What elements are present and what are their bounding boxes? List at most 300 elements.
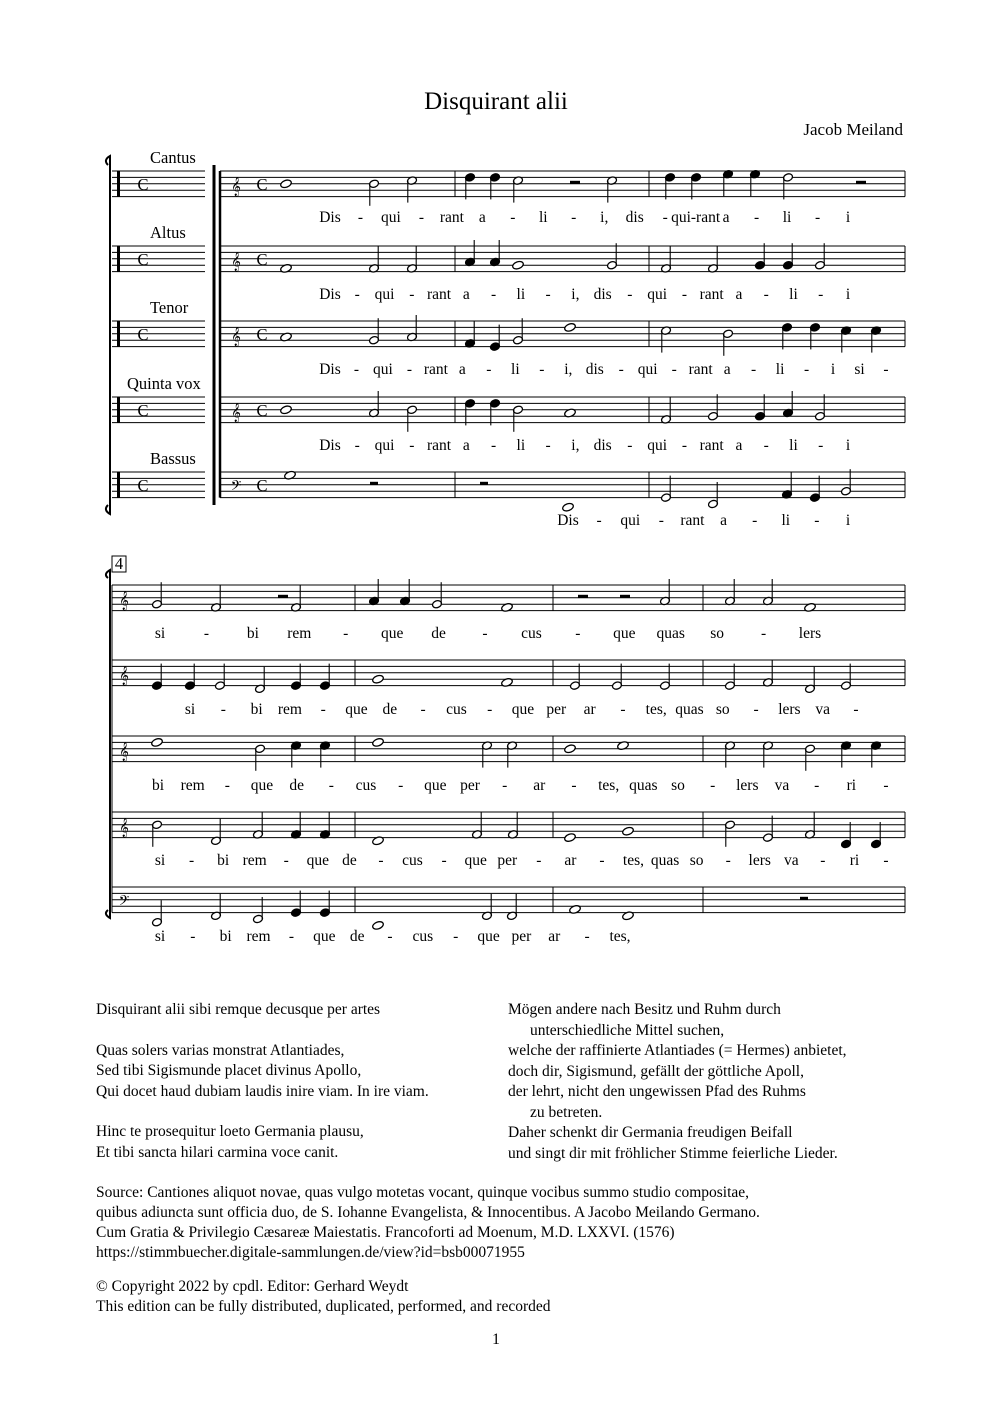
lyric-syllable: ar (533, 777, 546, 794)
lyric-syllable: ri (849, 852, 860, 869)
lyric-syllable: - (814, 512, 820, 529)
notehead (564, 833, 577, 843)
time-signature-c-icon: C (137, 401, 149, 421)
treble-clef-icon: 𝄞 (231, 251, 241, 271)
quarter-note (755, 394, 766, 421)
lyric-syllable: a (720, 512, 728, 529)
lyric-syllable: que (306, 852, 330, 869)
lyric-syllable: - (818, 286, 824, 303)
notehead (564, 744, 577, 754)
lyric-syllable: - (803, 361, 810, 378)
half-rest (578, 595, 588, 598)
lyric-syllable: - (818, 437, 824, 454)
copyright-line: © Copyright 2022 by cpdl. Editor: Gerhard Weydt (96, 1278, 409, 1295)
lyric-syllable: - (820, 852, 826, 869)
lyric-syllable: ar (548, 928, 561, 945)
notehead (562, 502, 575, 512)
treble-clef-icon: 𝄞 (119, 817, 129, 837)
german-line: zu betreten. (530, 1103, 603, 1121)
quarter-note (291, 664, 302, 691)
whole-note (372, 920, 385, 930)
german-line: Mögen andere nach Besitz und Ruhm durch (508, 1001, 781, 1018)
lyric-syllable: a (735, 437, 743, 454)
half-note (513, 176, 524, 203)
lyric-syllable: - (725, 852, 731, 869)
lyric-syllable: - (658, 512, 664, 529)
lyric-syllable: so (710, 625, 725, 642)
lyric-syllable: - (409, 286, 415, 303)
german-line: Daher schenkt dir Germania freudigen Beifall (508, 1124, 793, 1141)
lyric-syllable: - (763, 437, 769, 454)
whole-note (564, 744, 577, 754)
lyric-syllable: si (154, 625, 166, 642)
lyric-syllable: Dis (557, 512, 579, 529)
lyric-syllable: si (184, 701, 196, 718)
quarter-note (841, 741, 852, 768)
lyric-syllable: que (464, 852, 487, 869)
lyric-syllable: ar (564, 852, 577, 869)
quarter-note (465, 321, 476, 348)
lyric-syllable: - (752, 512, 758, 529)
lyric-syllable: qui (647, 437, 668, 454)
half-note (215, 664, 226, 691)
half-note (661, 246, 672, 273)
lyric-syllable: i, (564, 361, 573, 378)
latin-line: Hinc te prosequitur loeto Germania plausu, (96, 1123, 364, 1140)
clef-c-mark (117, 397, 120, 423)
time-signature-c-icon: C (256, 175, 268, 195)
half-note (661, 397, 672, 424)
source-line: Cum Gratia & Privilegio Cæsareæ Maiestatis. Francoforti ad Moenum, M.D. LXXVI. (1576) (96, 1224, 675, 1241)
lyric-syllable: tes, (598, 777, 620, 794)
lyric-syllable: - (418, 209, 424, 226)
lyric-syllable: i (845, 209, 851, 226)
lyric-syllable: qui (374, 286, 395, 303)
lyric-syllable: - (814, 209, 821, 226)
lyric-syllable: que (477, 928, 500, 945)
lyric-syllable: bi (151, 777, 165, 794)
lyric-syllable: tes, (645, 701, 667, 718)
incipit-brace (106, 156, 110, 514)
german-line: welche der raffinierte Atlantiades (= Hermes) anbietet, (508, 1042, 847, 1059)
lyric-syllable: i (830, 361, 836, 378)
lyric-syllable: rem (246, 928, 271, 945)
lyric-syllable: que (613, 625, 636, 642)
lyric-syllable: Dis (319, 361, 341, 378)
lyric-syllable: - (545, 437, 551, 454)
quarter-note (320, 812, 331, 839)
half-note (407, 246, 418, 273)
lyric-syllable: que (313, 928, 336, 945)
lyric-syllable: - (710, 777, 716, 794)
lyric-syllable: - (343, 625, 349, 642)
lyric-syllable: rant (439, 209, 464, 226)
whole-note (280, 179, 293, 189)
whole-note (562, 502, 575, 512)
quarter-note (465, 399, 476, 426)
half-note (783, 173, 794, 200)
lyric-syllable: li (781, 512, 791, 529)
lyric-syllable: qui (381, 209, 401, 226)
half-note (432, 582, 443, 609)
lyric-syllable: li (782, 209, 792, 226)
whole-note (512, 260, 525, 270)
lyric-syllable: - (490, 437, 497, 454)
half-note (211, 585, 222, 612)
voice-name: Bassus (150, 449, 196, 468)
treble-clef-icon: 𝄞 (231, 176, 241, 196)
quarter-note (490, 399, 501, 426)
lyric-syllable: i, (571, 437, 580, 454)
lyric-syllable: - (584, 928, 590, 945)
half-note (725, 664, 736, 691)
half-note (763, 741, 774, 768)
half-note (482, 741, 493, 768)
quarter-note (755, 243, 766, 270)
lyric-syllable: bi (219, 928, 232, 945)
lyric-syllable: - (536, 852, 542, 869)
half-note (152, 582, 163, 609)
lyric-syllable: - (220, 701, 226, 718)
lyric-syllable: - (487, 701, 493, 718)
notehead (151, 737, 164, 747)
composer-name: Jacob Meiland (803, 120, 903, 139)
lyric-syllable: - (545, 286, 551, 303)
lyric-syllable: lers (748, 852, 771, 869)
lyric-syllable: rant (699, 286, 724, 303)
half-note (255, 744, 266, 771)
half-note (482, 894, 493, 921)
lyric-syllable: - (753, 701, 759, 718)
quarter-note (871, 741, 882, 768)
lyric-syllable: a (735, 286, 743, 303)
half-note (763, 579, 774, 606)
lyric-syllable: - (190, 928, 196, 945)
lyric-syllable: quas (675, 701, 704, 718)
time-signature-c-icon: C (137, 250, 149, 270)
lyric-syllable: - (618, 361, 624, 378)
lyric-syllable: - (398, 777, 404, 794)
lyric-syllable: rem (242, 852, 267, 869)
system-brace (106, 570, 110, 918)
lyric-syllable: - (203, 625, 210, 642)
lyric-syllable: dis (593, 286, 612, 303)
lyric-syllable: si (154, 928, 166, 945)
quarter-note (871, 326, 882, 353)
quarter-note (320, 891, 331, 918)
quarter-note (782, 472, 793, 499)
lyric-syllable: si (154, 852, 166, 869)
lyric-syllable: qui-rant (671, 209, 721, 226)
lyric-syllable: - (320, 701, 326, 718)
lyric-syllable: de (431, 625, 446, 642)
half-note (661, 476, 672, 503)
lyric-syllable: - (453, 928, 459, 945)
lyric-syllable: - (406, 361, 413, 378)
lyric-syllable: rant (423, 361, 448, 378)
half-note (369, 179, 380, 206)
lyric-syllable: - (328, 777, 334, 794)
clef-c-mark (117, 472, 120, 498)
half-note (841, 469, 852, 496)
half-note (815, 394, 826, 421)
notehead (372, 737, 385, 747)
quarter-note (841, 326, 852, 353)
lyric-syllable: de (342, 852, 357, 869)
lyric-syllable: - (627, 286, 633, 303)
lyric-syllable: - (883, 777, 889, 794)
lyric-syllable: - (754, 209, 760, 226)
notehead (622, 826, 635, 836)
lyric-syllable: de (349, 928, 365, 945)
time-signature-c-icon: C (137, 175, 149, 195)
quarter-note (490, 240, 501, 267)
half-note (805, 744, 816, 771)
latin-line: Sed tibi Sigismunde placet divinus Apollo, (96, 1062, 362, 1079)
lyric-syllable: - (409, 437, 415, 454)
lyric-syllable: - (378, 852, 384, 869)
half-note (763, 816, 774, 843)
notehead (512, 260, 525, 270)
license-line: This edition can be fully distributed, duplicated, performed, and recorded (96, 1298, 551, 1315)
lyric-syllable: - (596, 512, 602, 529)
quarter-note (152, 664, 163, 691)
lyric-syllable: cus (412, 928, 434, 945)
whole-note (564, 833, 577, 843)
half-note (407, 315, 418, 342)
quarter-note (369, 579, 380, 606)
quarter-note (783, 391, 794, 418)
lyric-syllable: quas (650, 852, 680, 869)
lyric-syllable: - (502, 777, 508, 794)
time-signature-c-icon: C (256, 325, 268, 345)
lyric-syllable: li (775, 361, 785, 378)
quarter-note (465, 240, 476, 267)
whole-note (622, 826, 635, 836)
lyric-syllable: a (462, 437, 470, 454)
lyric-syllable: li (516, 437, 526, 454)
half-rest (620, 595, 630, 598)
lyric-syllable: que (345, 701, 368, 718)
clef-c-mark (117, 321, 120, 347)
quarter-note (810, 476, 821, 503)
half-note (723, 329, 734, 356)
half-note (152, 900, 163, 927)
lyric-syllable: so (671, 777, 685, 794)
notehead (280, 405, 293, 415)
half-note (805, 667, 816, 694)
lyric-syllable: - (354, 437, 360, 454)
lyric-syllable: va (774, 777, 790, 794)
quarter-note (783, 243, 794, 270)
lyric-syllable: que (424, 777, 447, 794)
whole-note (280, 405, 293, 415)
source-url[interactable]: https://stimmbuecher.digitale-sammlungen.de/view?id=bsb00071955 (96, 1244, 525, 1261)
half-note (513, 318, 524, 345)
german-translation (508, 1000, 918, 1164)
quarter-note (185, 664, 196, 691)
notehead (564, 322, 577, 332)
measure-number: 4 (114, 554, 124, 573)
lyric-syllable: - (751, 361, 757, 378)
half-note (152, 820, 163, 847)
lyric-syllable: - (814, 777, 820, 794)
lyric-syllable: cus (521, 625, 542, 642)
lyric-syllable: per (546, 701, 567, 718)
lyric-syllable: i (845, 286, 851, 303)
quarter-note (691, 173, 702, 200)
half-note (660, 664, 671, 691)
lyric-syllable: - (283, 852, 289, 869)
lyric-syllable: per (511, 928, 532, 945)
half-note (815, 243, 826, 270)
lyric-syllable: quas (629, 777, 658, 794)
quarter-note (750, 169, 761, 196)
lyric-syllable: lers (736, 777, 759, 794)
lyric-syllable: rant (426, 437, 452, 454)
time-signature-c-icon: C (137, 476, 149, 496)
quarter-note (291, 741, 302, 768)
german-line: der lehrt, nicht den ungewissen Pfad des Ruhms (508, 1083, 806, 1100)
lyric-syllable: que (511, 701, 535, 718)
half-rest (856, 181, 866, 184)
lyric-syllable: - (188, 852, 195, 869)
lyric-syllable: rem (277, 701, 302, 718)
half-note (661, 326, 672, 353)
voice-name: Altus (150, 223, 186, 242)
half-note (612, 664, 623, 691)
lyric-syllable: - (575, 625, 581, 642)
lyric-syllable: - (288, 928, 295, 945)
clef-c-mark (117, 171, 120, 197)
lyric-syllable: qui (647, 286, 668, 303)
quarter-note (291, 812, 302, 839)
lyric-syllable: - (571, 209, 577, 226)
half-note (708, 394, 719, 421)
page-number: 1 (492, 1331, 500, 1348)
lyric-syllable: - (490, 286, 497, 303)
lyric-syllable: - (763, 286, 769, 303)
half-note (472, 812, 483, 839)
half-note (708, 246, 719, 273)
lyric-syllable: que (380, 625, 404, 642)
time-signature-c-icon: C (256, 401, 268, 421)
half-note (725, 820, 736, 847)
lyric-syllable: rant (688, 361, 713, 378)
lyric-syllable: - (627, 437, 633, 454)
lyric-syllable: - (420, 701, 426, 718)
page-title: Disquirant alii (424, 88, 568, 115)
lyric-syllable: - (671, 361, 677, 378)
half-note (570, 664, 581, 691)
lyric-syllable: ar (583, 701, 596, 718)
lyric-syllable: quas (656, 625, 685, 642)
half-note (407, 405, 418, 432)
half-note (607, 176, 618, 203)
lyric-syllable: qui (374, 437, 395, 454)
whole-note (372, 674, 385, 684)
rest (800, 897, 808, 900)
lyric-syllable: lers (778, 701, 801, 718)
treble-clef-icon: 𝄞 (119, 590, 129, 610)
german-line: unterschiedliche Mittel suchen, (530, 1021, 725, 1039)
lyric-syllable: rem (180, 777, 205, 794)
quarter-note (291, 891, 302, 918)
half-note (253, 897, 264, 924)
lyric-syllable: - (681, 286, 688, 303)
lyric-syllable: - (353, 361, 360, 378)
lyric-syllable: - (681, 437, 688, 454)
notehead (372, 674, 385, 684)
half-note (513, 405, 524, 432)
lyric-syllable: qui (373, 361, 393, 378)
time-signature-c-icon: C (256, 476, 268, 496)
half-note (507, 741, 518, 768)
lyric-syllable: cus (402, 852, 423, 869)
quarter-note (490, 325, 501, 352)
lyric-syllable: a (722, 209, 730, 226)
quarter-note (320, 741, 331, 768)
voice-name: Tenor (150, 298, 189, 317)
quarter-note (723, 169, 734, 196)
half-note (725, 741, 736, 768)
lyric-syllable: qui (620, 512, 641, 529)
whole-note (372, 737, 385, 747)
quarter-note (810, 323, 821, 350)
lyric-syllable: Dis (319, 286, 341, 303)
lyric-syllable: cus (446, 701, 467, 718)
lyric-syllable: dis (593, 437, 612, 454)
copyright-notice (96, 1277, 916, 1317)
lyric-syllable: i, (571, 286, 580, 303)
quarter-note (782, 323, 793, 350)
lyric-syllable: a (462, 286, 470, 303)
half-note (369, 246, 380, 273)
lyric-syllable: de (382, 701, 398, 718)
lyric-syllable: li (538, 209, 548, 226)
time-signature-c-icon: C (256, 250, 268, 270)
lyric-syllable: - (224, 777, 230, 794)
lyric-syllable: Dis (319, 209, 341, 226)
half-note (211, 819, 222, 846)
lyric-syllable: a (458, 361, 466, 378)
voice-name: Cantus (150, 148, 196, 167)
lyric-syllable: - (486, 361, 492, 378)
lyric-syllable: - (883, 852, 889, 869)
lyric-syllable: Dis (319, 437, 341, 454)
lyric-syllable: dis (625, 209, 644, 226)
half-note (841, 664, 852, 691)
lyric-syllable: - (620, 701, 626, 718)
lyric-syllable: li (789, 286, 798, 303)
lyric-syllable: si (854, 361, 865, 378)
lyric-syllable: a (723, 361, 731, 378)
latin-line: Et tibi sancta hilari carmina voce canit. (96, 1143, 339, 1161)
german-line: doch dir, Sigismund, gefällt der göttliche Apoll, (508, 1062, 804, 1080)
voice-name: Quinta vox (127, 374, 201, 393)
half-rest (278, 595, 288, 598)
lyric-syllable: - (883, 361, 889, 378)
lyric-syllable: so (689, 852, 704, 869)
quarter-note (400, 579, 411, 606)
lyric-syllable: per (460, 777, 480, 794)
half-note (211, 894, 222, 921)
half-note (660, 579, 671, 606)
lyric-syllable: va (783, 852, 799, 869)
latin-line: Quas solers varias monstrat Atlantiades, (96, 1041, 345, 1059)
lyric-syllable: li (516, 286, 526, 303)
bass-clef-icon: 𝄢 (118, 892, 130, 912)
